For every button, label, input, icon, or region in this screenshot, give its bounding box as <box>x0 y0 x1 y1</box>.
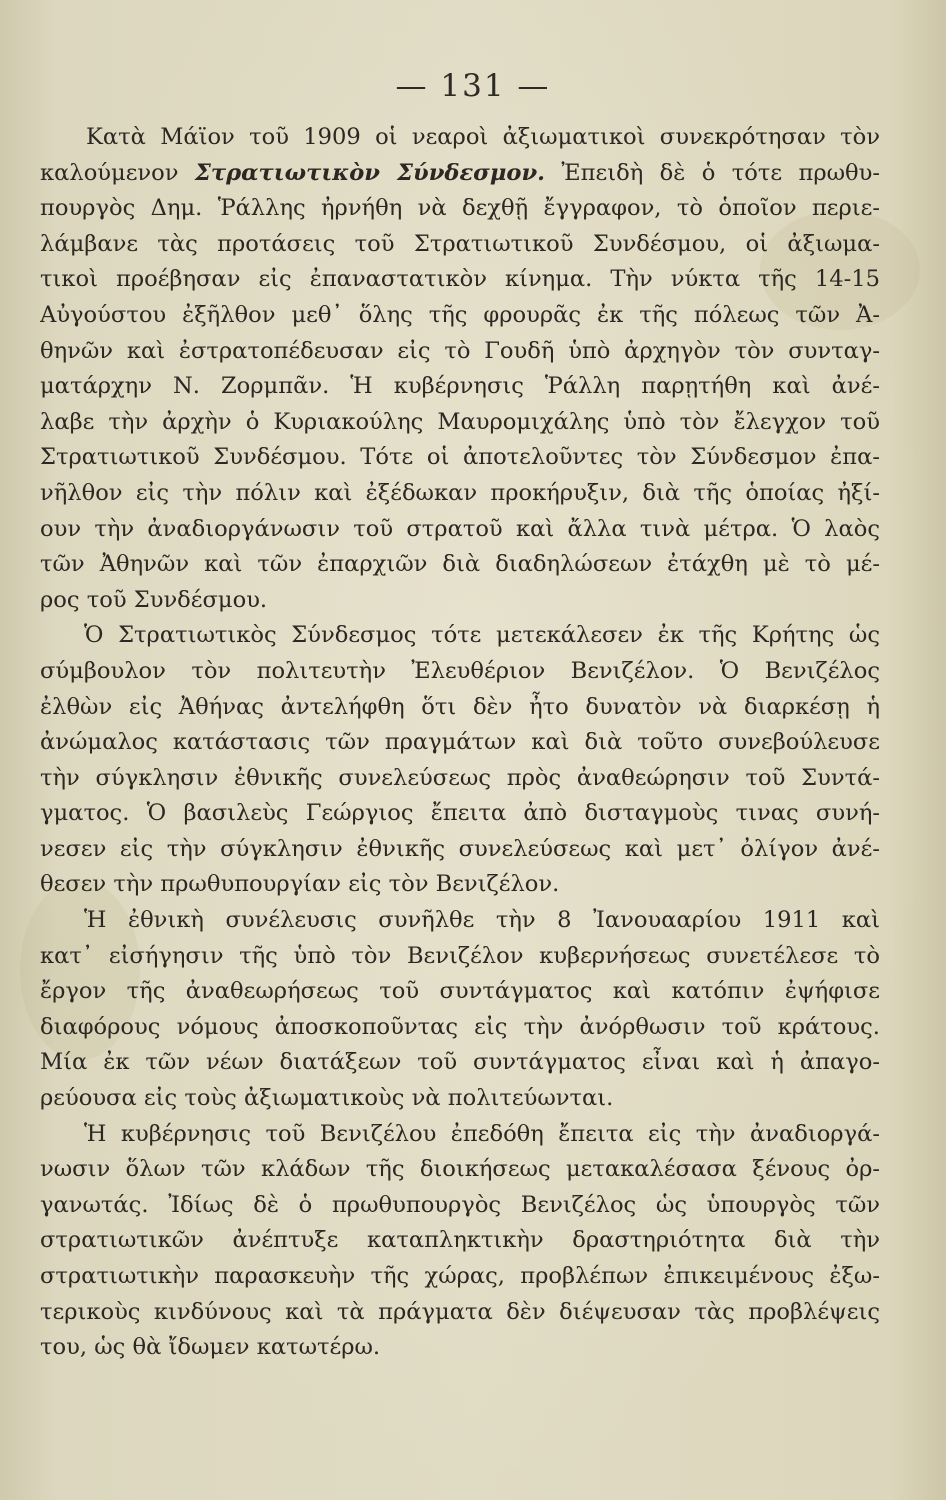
text-line: ματάρχην Ν. Ζορμπᾶν. Ἡ κυβέρνησις Ῥάλλη παρῃτήθη καὶ ἀνέ- <box>40 373 880 400</box>
text-line: τικοὶ προέβησαν εἰς ἐπαναστατικὸν κίνημα. Τὴν νύκτα τῆς 14-15 <box>40 266 880 293</box>
text-line: γματος. Ὁ βασιλεὺς Γεώργιος ἔπειτα ἀπὸ δισταγμοὺς τινας συνή- <box>40 800 880 827</box>
text-line: ρεύουσα εἰς τοὺς ἀξιωματικοὺς νὰ πολιτεύωνται. <box>40 1085 614 1112</box>
text-line: γανωτάς. Ἰδίως δὲ ὁ πρωθυπουργὸς Βενιζέλος ὡς ὑπουργὸς τῶν <box>40 1191 880 1218</box>
text-line-start: καλούμενον <box>40 159 195 186</box>
text-line: ουν τὴν ἀναδιοργάνωσιν τοῦ στρατοῦ καὶ ἄλλα τινὰ μέτρα. Ὁ λαὸς <box>40 515 880 542</box>
text-line: Κατὰ Μάϊον τοῦ 1909 οἱ νεαροὶ ἀξιωματικοὶ συνεκρότησαν τὸν <box>86 124 880 150</box>
text-line: πουργὸς Δημ. Ῥάλλης ἠρνήθη νὰ δεχθῇ ἔγγραφον, τὸ ὁποῖον περιε- <box>40 195 880 222</box>
text-line: νῆλθον εἰς τὴν πόλιν καὶ ἐξέδωκαν προκήρυξιν, διὰ τῆς ὁποίας ἠξί- <box>40 479 880 506</box>
paragraph-3 <box>40 903 880 1117</box>
text-line: σύμβουλον τὸν πολιτευτὴν Ἐλευθέριον Βενιζέλον. Ὁ Βενιζέλος <box>40 657 880 684</box>
text-line: Ἡ ἐθνικὴ συνέλευσις συνῆλθε τὴν 8 Ἰανουααρίου 1911 καὶ <box>84 907 880 934</box>
text-line-end: Ἐπειδὴ δὲ ὁ τότε πρωθυ- <box>545 159 880 186</box>
text-line: τὴν σύγκλησιν ἐθνικῆς συνελεύσεως πρὸς ἀναθεώρησιν τοῦ Συντά- <box>40 764 880 791</box>
text-line: θηνῶν καὶ ἐστρατοπέδευσαν εἰς τὸ Γουδῆ ὑπὸ ἀρχηγὸν τὸν συνταγ- <box>40 337 880 364</box>
text-line: λαβε τὴν ἀρχὴν ὁ Κυριακούλης Μαυρομιχάλης ὑπὸ τὸν ἔλεγχον τοῦ <box>40 408 880 435</box>
paragraph-1 <box>40 120 880 618</box>
text-line: στρατιωτικὴν παρασκευὴν τῆς χώρας, προβλέπων ἐπικειμένους ἐξω- <box>40 1263 880 1289</box>
text-line: θεσεν τὴν πρωθυπουργίαν εἰς τὸν Βενιζέλον. <box>40 871 560 898</box>
emphasized-term: Στρατιωτικὸν Σύνδεσμον. <box>194 159 545 186</box>
text-line: ἐλθὼν εἰς Ἀθήνας ἀντελήφθη ὅτι δὲν ἦτο δυνατὸν νὰ διαρκέσῃ ἡ <box>40 693 880 720</box>
paragraph-2 <box>40 618 880 903</box>
text-line: του, ὡς θὰ ἴδωμεν κατωτέρω. <box>40 1334 381 1361</box>
text-line <box>40 156 880 192</box>
text-line: Ἡ κυβέρνησις τοῦ Βενιζέλου ἐπεδόθη ἔπειτα εἰς τὴν ἀναδιοργά- <box>84 1120 880 1147</box>
text-line: τῶν Ἀθηνῶν καὶ τῶν ἐπαρχιῶν διὰ διαδηλώσεων ἐτάχθη μὲ τὸ μέ- <box>40 551 880 578</box>
text-line: στρατιωτικῶν ἀνέπτυξε καταπληκτικὴν δραστηριότητα διὰ τὴν <box>40 1227 880 1254</box>
text-line: κατ᾽ εἰσήγησιν τῆς ὑπὸ τὸν Βενιζέλον κυβερνήσεως συνετέλεσε τὸ <box>40 942 880 969</box>
text-line: ρος τοῦ Συνδέσμου. <box>40 586 268 613</box>
text-line: νωσιν ὅλων τῶν κλάδων τῆς διοικήσεως μετακαλέσασα ξένους ὀρ- <box>40 1156 880 1183</box>
body-text <box>40 120 880 1366</box>
text-line: Μία ἐκ τῶν νέων διατάξεων τοῦ συντάγματος εἶναι καὶ ἡ ἀπαγο- <box>40 1049 880 1076</box>
page-number: — 131 — <box>395 68 551 104</box>
text-line: ἔργον τῆς ἀναθεωρήσεως τοῦ συντάγματος καὶ κατόπιν ἐψήφισε <box>40 978 880 1005</box>
text-line: Αὐγούστου ἐξῆλθον μεθ᾽ ὅλης τῆς φρουρᾶς ἐκ τῆς πόλεως τῶν Ἀ- <box>40 301 880 328</box>
text-line: διαφόρους νόμους ἀποσκοποῦντας εἰς τὴν ἀνόρθωσιν τοῦ κράτους. <box>40 1013 880 1040</box>
text-line: λάμβανε τὰς προτάσεις τοῦ Στρατιωτικοῦ Συνδέσμου, οἱ ἀξιωμα- <box>40 230 880 257</box>
paragraph-4 <box>40 1117 880 1366</box>
text-line: νεσεν εἰς τὴν σύγκλησιν ἐθνικῆς συνελεύσεως καὶ μετ᾽ ὀλίγον ἀνέ- <box>40 835 880 862</box>
text-line: Στρατιωτικοῦ Συνδέσμου. Τότε οἱ ἀποτελοῦντες τὸν Σύνδεσμον ἐπα- <box>40 444 880 471</box>
text-line: Ὁ Στρατιωτικὸς Σύνδεσμος τότε μετεκάλεσεν ἐκ τῆς Κρήτης ὡς <box>84 622 880 649</box>
text-line: τερικοὺς κινδύνους καὶ τὰ πράγματα δὲν διέψευσαν τὰς προβλέψεις <box>40 1298 880 1325</box>
text-line: ἀνώμαλος κατάστασις τῶν πραγμάτων καὶ διὰ τοῦτο συνεβούλευσε <box>40 729 880 756</box>
